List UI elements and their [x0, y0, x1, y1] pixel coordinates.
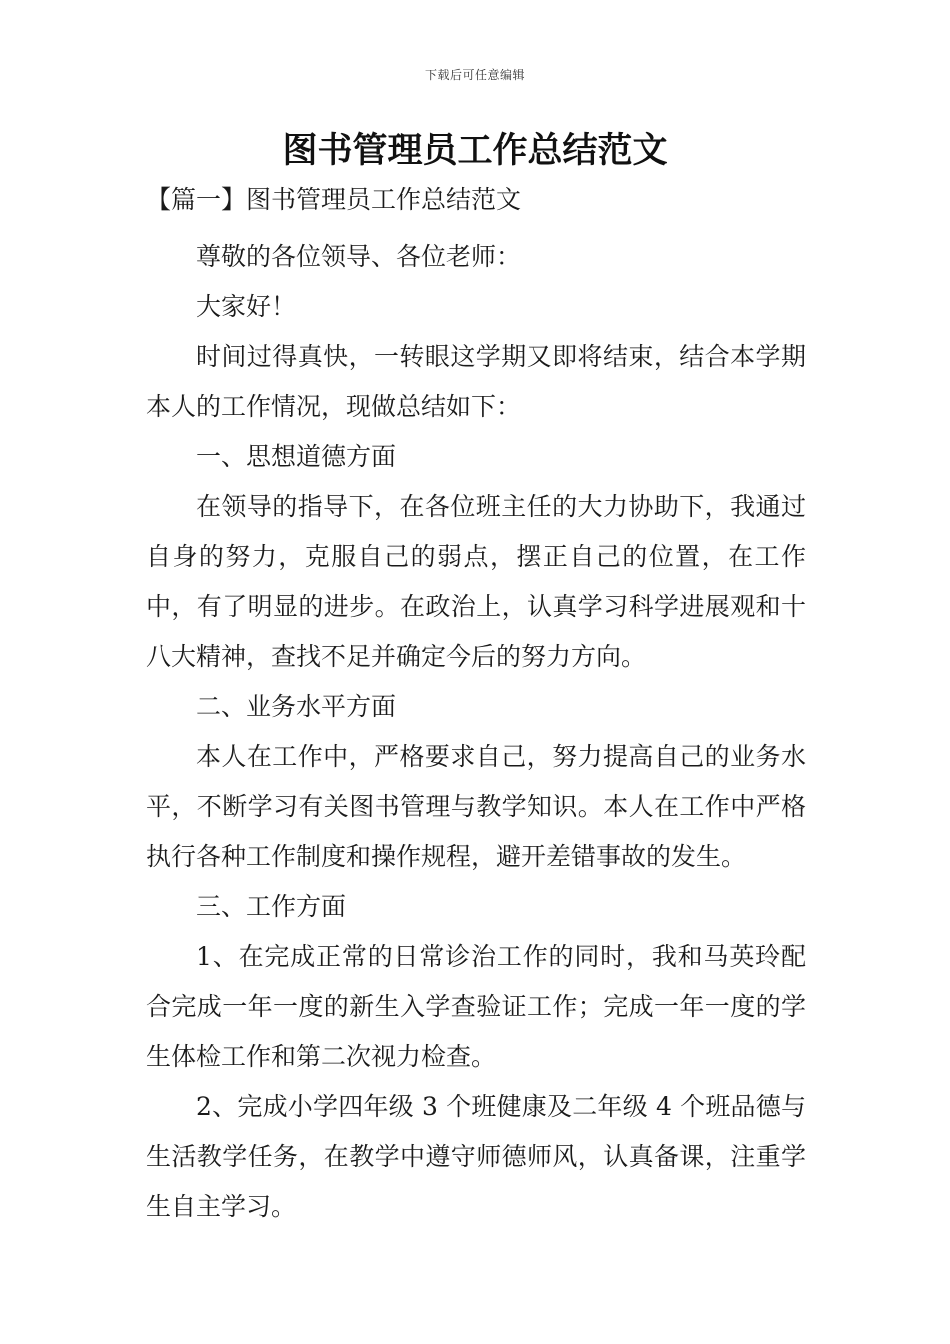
document-title: 图书管理员工作总结范文 — [282, 131, 668, 171]
section-label: 【篇一】图书管理员工作总结范文 — [146, 185, 522, 214]
heading-work: 三、工作方面 — [196, 892, 347, 921]
salutation: 尊敬的各位领导、各位老师： — [196, 242, 522, 271]
heading-moral: 一、思想道德方面 — [196, 442, 397, 471]
greeting: 大家好！ — [196, 292, 297, 321]
paragraph-work-item-1: 1、在完成正常的日常诊治工作的同时，我和马英玲配合完成一年一度的新生入学查验证工作；完成一年一度的学生体检工作和第二次视力检查。 — [146, 942, 806, 1071]
document-body — [146, 232, 806, 1232]
intro-paragraph: 时间过得真快，一转眼这学期又即将结束，结合本学期本人的工作情况，现做总结如下： — [146, 342, 806, 421]
heading-professional: 二、业务水平方面 — [196, 692, 397, 721]
paragraph-moral: 在领导的指导下，在各位班主任的大力协助下，我通过自身的努力，克服自己的弱点，摆正自己的位置，在工作中，有了明显的进步。在政治上，认真学习科学进展观和十八大精神，查找不足并确定今后的努力方向。 — [146, 492, 806, 671]
paragraph-work-item-2: 2、完成小学四年级 3 个班健康及二年级 4 个班品德与生活教学任务，在教学中遵守师德师风，认真备课，注重学生自主学习。 — [146, 1092, 806, 1221]
header-note: 下载后可任意编辑 — [424, 68, 525, 82]
paragraph-professional: 本人在工作中，严格要求自己，努力提高自己的业务水平，不断学习有关图书管理与教学知识。本人在工作中严格执行各种工作制度和操作规程，避开差错事故的发生。 — [146, 742, 806, 871]
